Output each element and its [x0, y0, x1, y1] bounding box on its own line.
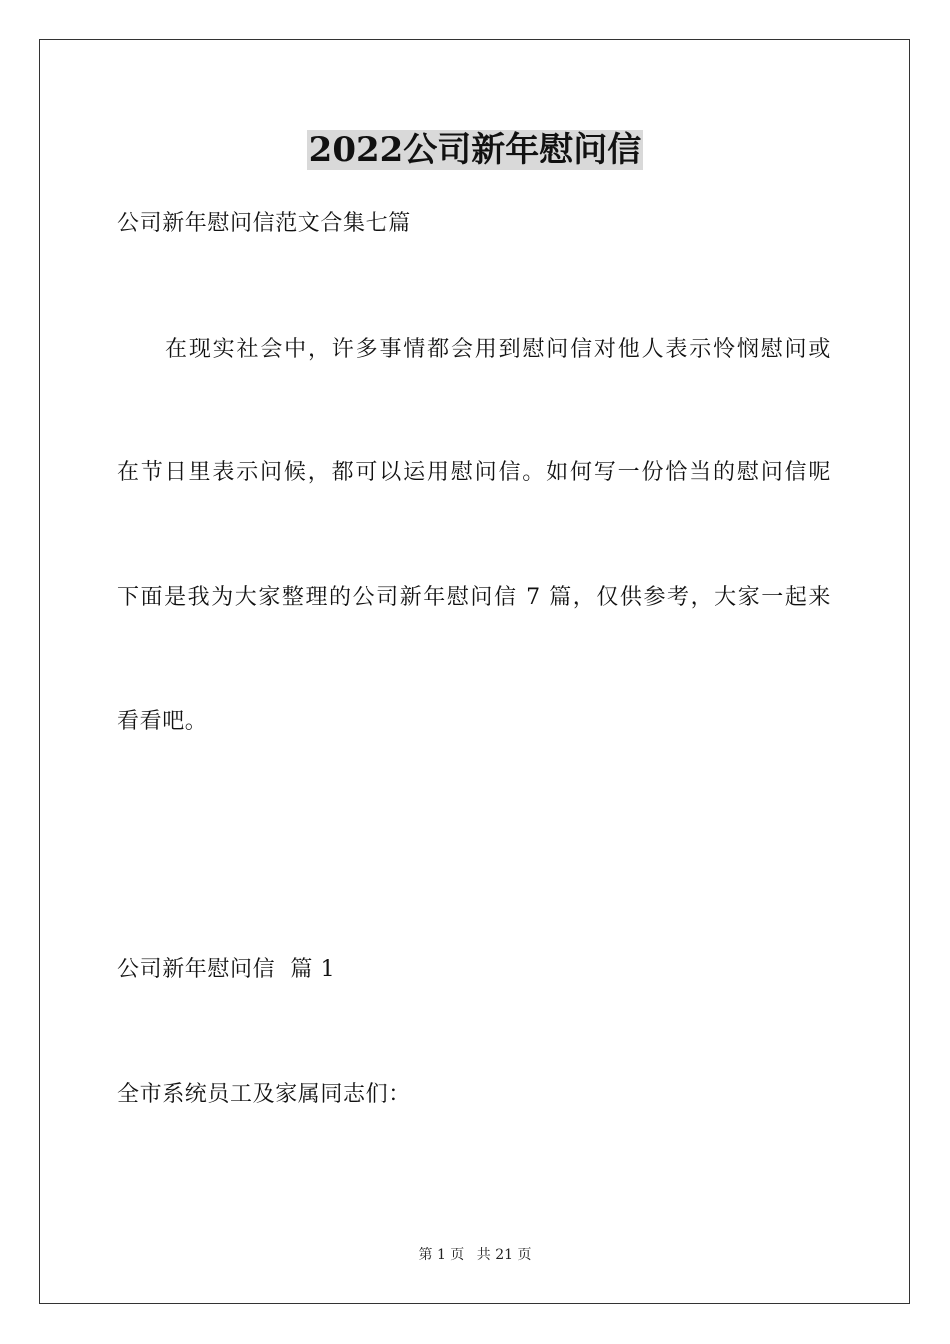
section-heading: 公司新年慰问信 篇 1 — [117, 957, 336, 982]
page-total: 共 21 页 — [476, 1247, 532, 1263]
document-title-text: 2022公司新年慰问信 — [308, 130, 642, 170]
intro-line-4: 看看吧。 — [117, 709, 208, 734]
intro-line-3: 下面是我为大家整理的公司新年慰问信 7 篇，仅供参考，大家一起来 — [117, 585, 831, 610]
document-subtitle: 公司新年慰问信范文合集七篇 — [117, 211, 411, 236]
document-title — [0, 128, 950, 172]
intro-line-1: 在现实社会中，许多事情都会用到慰问信对他人表示怜悯慰问或 — [165, 337, 831, 362]
page-number: 第 1 页 — [418, 1247, 465, 1263]
page-footer — [0, 1246, 950, 1264]
intro-line-2: 在节日里表示问候，都可以运用慰问信。如何写一份恰当的慰问信呢 — [117, 460, 831, 485]
salutation: 全市系统员工及家属同志们： — [117, 1082, 411, 1107]
